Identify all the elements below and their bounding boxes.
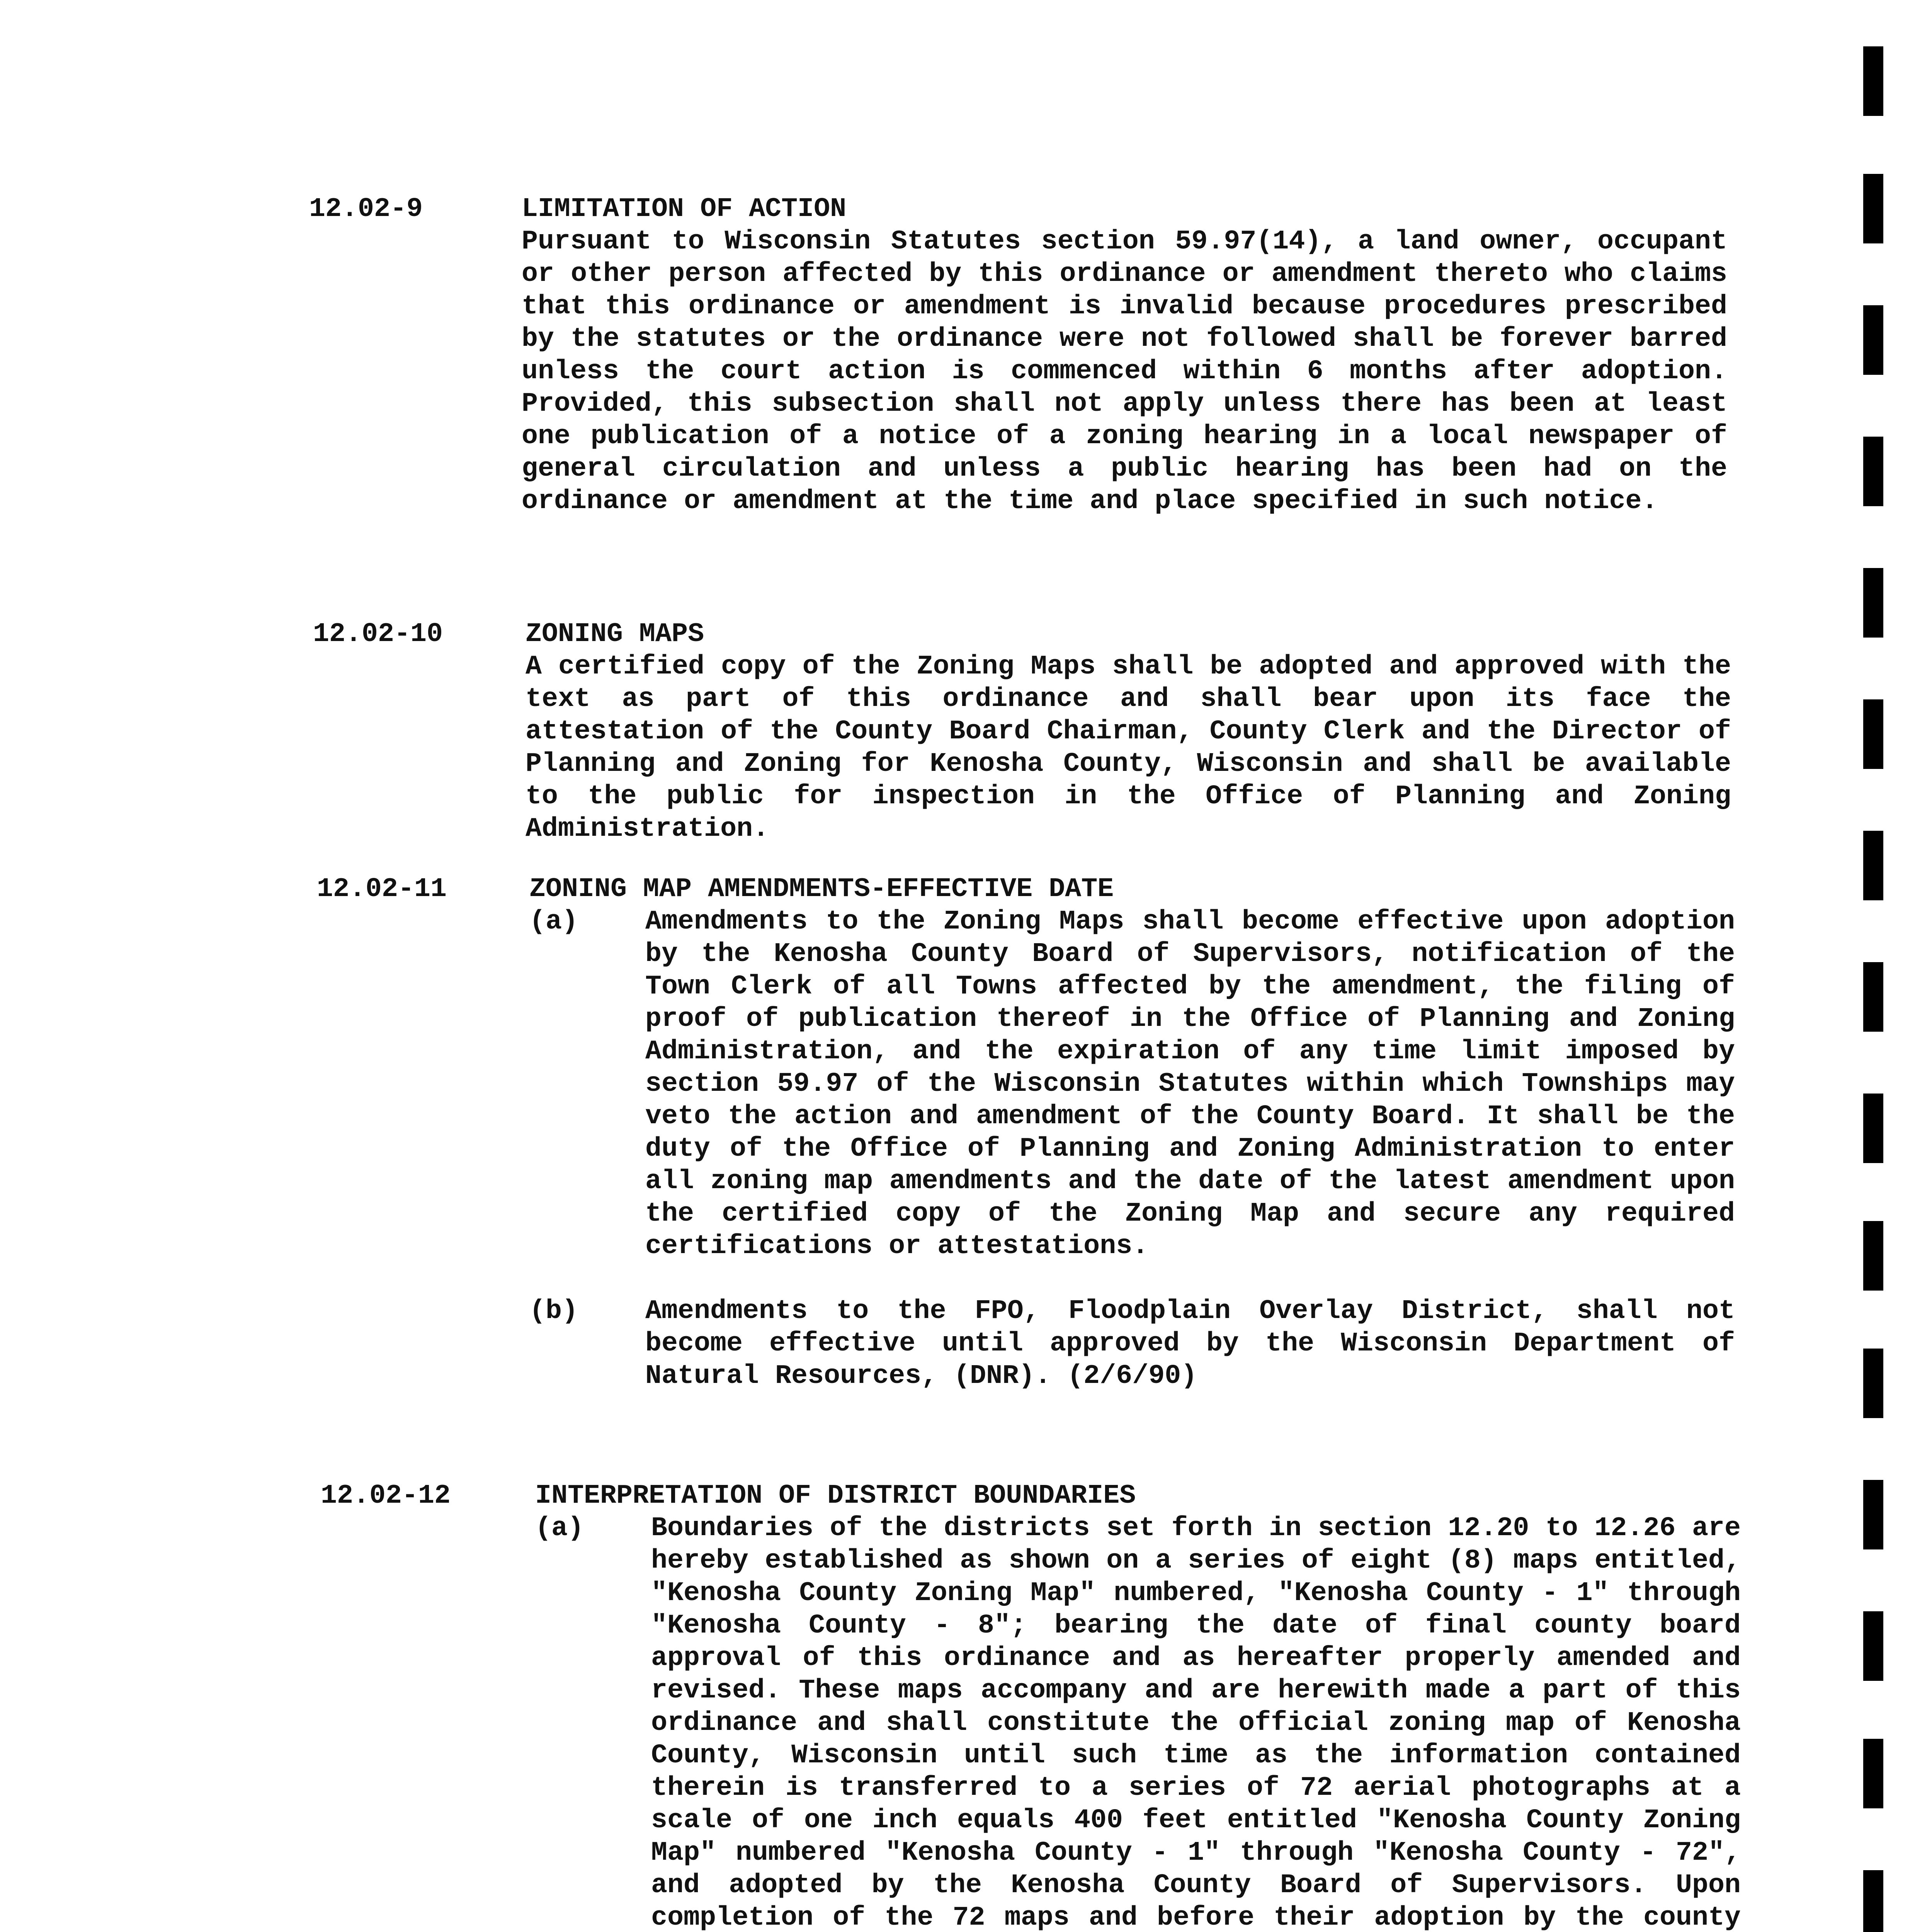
margin-bar: [1863, 1094, 1883, 1163]
margin-bar: [1863, 699, 1883, 769]
item-text: Boundaries of the districts set forth in section 12.20 to 12.26 are hereby established as shown on a series of eight (8) maps entitled, "Kenosha County Zoning Map" numbered, "Kenosha County - 1" through "Kenosha County - 8"; bearing the date of final county board approval of this ordinance and as hereafter properly amended and revised. These maps accompany and are herewith made a part of this ordinance and shall constitute the official zoning map of Kenosha County, Wisconsin until such time as the information contained therein is transferred to a series of 72 aerial photographs at a scale of one inch equals 400 feet entitled "Kenosha County Zoning Map" numbered "Kenosha County - 1" through "Kenosha County - 72", and adopted by the Kenosha County Board of Supervisors. Upon completion of the 72 maps and before their adoption by the county: [651, 1513, 1741, 1932]
section-heading: INTERPRETATION OF DISTRICT BOUNDARIES: [535, 1481, 1136, 1511]
item-text: Amendments to the Zoning Maps shall become effective upon adoption by the Kenosha County Board of Supervisors, notification of the Town Clerk of all Towns affected by the amendment, the filing of proof of publication thereof in the Office of Planning and Zoning Administration, and the expiration of any time limit imposed by section 59.97 of the Wisconsin Statutes within which Townships may veto the action and amendment of the County Board. It shall be the duty of the Office of Planning and Zoning Administration to enter all zoning map amendments and the date of the latest amendment upon the certified copy of the Zoning Map and secure any required certifications or attestations.: [645, 906, 1735, 1262]
item-label: (b): [529, 1296, 578, 1327]
section-paragraph: Pursuant to Wisconsin Statutes section 59.97(14), a land owner, occupant or other person affected by this ordinance or amendment thereto who claims that this ordinance or amendment is invalid because procedures prescribed by the statutes or the ordinance were not followed shall be forever barred unless the court action is commenced within 6 months after adoption. Provided, this subsection shall not apply unless there has been at least one publication of a notice of a zoning hearing in a local newspaper of general circulation and unless a public hearing has been had on the ordinance or amendment at the time and place specified in such notice.: [522, 226, 1727, 517]
section-heading: ZONING MAP AMENDMENTS-EFFECTIVE DATE: [529, 874, 1114, 905]
section-number: 12.02-10: [313, 619, 443, 650]
section-body: [526, 618, 1731, 845]
margin-bar: [1863, 174, 1883, 243]
item-label: (a): [529, 906, 578, 937]
section-body: [522, 193, 1727, 518]
margin-bar: [1863, 46, 1883, 116]
margin-bar: [1863, 1870, 1883, 1932]
margin-bar: [1863, 568, 1883, 638]
margin-bar: [1863, 1739, 1883, 1808]
list-item-a: [529, 906, 1735, 1263]
margin-bar: [1863, 962, 1883, 1032]
margin-bar: [1863, 831, 1883, 900]
margin-bar: [1863, 1349, 1883, 1418]
section-number: 12.02-12: [321, 1481, 451, 1511]
list-item-b: [529, 1295, 1735, 1393]
margin-bar: [1863, 305, 1883, 375]
section-number: 12.02-11: [317, 874, 447, 905]
margin-bar: [1863, 1480, 1883, 1549]
margin-bar: [1863, 1221, 1883, 1291]
margin-bar: [1863, 437, 1883, 506]
section-paragraph: A certified copy of the Zoning Maps shall be adopted and approved with the text as part of this ordinance and shall bear upon its face the attestation of the County Board Chairman, County Clerk and the Director of Planning and Zoning for Kenosha County, Wisconsin and shall be available to the public for inspection in the Office of Planning and Zoning Administration.: [526, 651, 1731, 844]
section-heading: LIMITATION OF ACTION: [522, 194, 847, 224]
section-body: [535, 1480, 1741, 1932]
item-text: Amendments to the FPO, Floodplain Overlay District, shall not become effective until approved by the Wisconsin Department of Natural Resources, (DNR). (2/6/90): [645, 1296, 1735, 1391]
section-body: [529, 873, 1735, 1393]
section-number: 12.02-9: [309, 194, 423, 224]
item-label: (a): [535, 1513, 584, 1544]
margin-bar: [1863, 1611, 1883, 1681]
list-item-a: [535, 1512, 1741, 1932]
section-heading: ZONING MAPS: [526, 619, 704, 650]
